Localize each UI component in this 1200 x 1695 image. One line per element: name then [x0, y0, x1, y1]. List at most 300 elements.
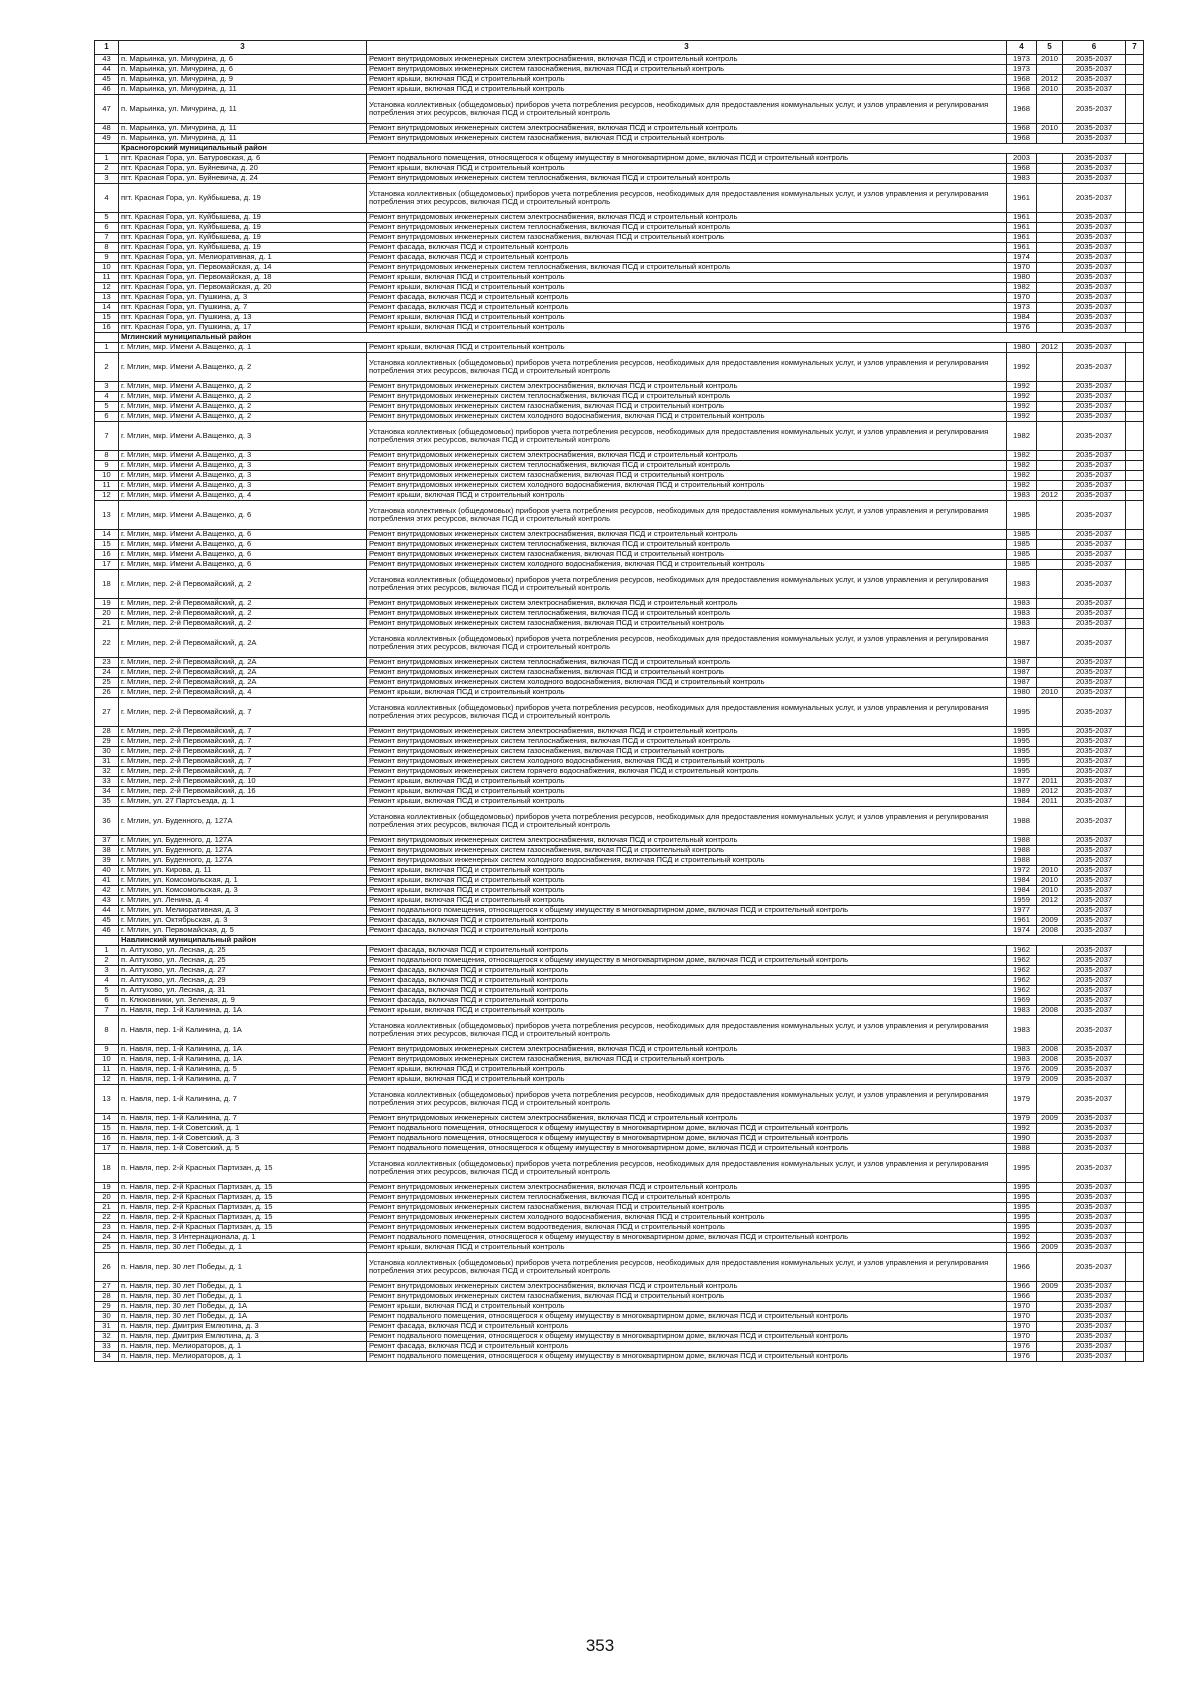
- row-number-cell: 33: [95, 777, 119, 787]
- last-repair-year-cell: [1037, 303, 1063, 313]
- work-type-cell: Ремонт внутридомовых инженерных систем электроснабжения, включая ПСД и строительный контроль: [367, 1183, 1007, 1193]
- last-repair-year-cell: 2012: [1037, 75, 1063, 85]
- planned-period-cell: 2035-2037: [1063, 184, 1126, 213]
- address-cell: г. Мглин, мкр. Имени А.Ващенко, д. 3: [119, 461, 367, 471]
- planned-period-cell: 2035-2037: [1063, 678, 1126, 688]
- extra-cell: [1126, 174, 1144, 184]
- extra-cell: [1126, 916, 1144, 926]
- table-row: [95, 846, 1144, 856]
- extra-cell: [1126, 412, 1144, 422]
- table-row: [95, 451, 1144, 461]
- extra-cell: [1126, 540, 1144, 550]
- last-repair-year-cell: 2010: [1037, 124, 1063, 134]
- row-number-cell: 26: [95, 688, 119, 698]
- row-number-cell: 12: [95, 491, 119, 501]
- build-year-cell: 1985: [1007, 501, 1037, 530]
- last-repair-year-cell: 2009: [1037, 916, 1063, 926]
- last-repair-year-cell: [1037, 313, 1063, 323]
- table-row: [95, 95, 1144, 124]
- build-year-cell: 1961: [1007, 184, 1037, 213]
- table-row: [95, 1193, 1144, 1203]
- row-number-cell: 5: [95, 402, 119, 412]
- table-row: [95, 461, 1144, 471]
- last-repair-year-cell: [1037, 1213, 1063, 1223]
- address-cell: г. Мглин, ул. 27 Партсъезда, д. 1: [119, 797, 367, 807]
- planned-period-cell: 2035-2037: [1063, 65, 1126, 75]
- table-row: [95, 263, 1144, 273]
- build-year-cell: 1968: [1007, 164, 1037, 174]
- address-cell: п. Марьинка, ул. Мичурина, д. 6: [119, 65, 367, 75]
- row-number-cell: 49: [95, 134, 119, 144]
- extra-cell: [1126, 134, 1144, 144]
- build-year-cell: 1969: [1007, 996, 1037, 1006]
- work-type-cell: Ремонт внутридомовых инженерных систем электроснабжения, включая ПСД и строительный контроль: [367, 727, 1007, 737]
- row-number-cell: 9: [95, 253, 119, 263]
- last-repair-year-cell: [1037, 807, 1063, 836]
- extra-cell: [1126, 1016, 1144, 1045]
- address-cell: п. Навля, пер. 1-й Советский, д. 1: [119, 1124, 367, 1134]
- address-cell: п. Навля, пер. 2-й Красных Партизан, д. 15: [119, 1203, 367, 1213]
- address-cell: пгт. Красная Гора, ул. Первомайская, д. 18: [119, 273, 367, 283]
- planned-period-cell: 2035-2037: [1063, 1183, 1126, 1193]
- build-year-cell: 1995: [1007, 1193, 1037, 1203]
- last-repair-year-cell: [1037, 293, 1063, 303]
- row-number-cell: 21: [95, 619, 119, 629]
- work-type-cell: Ремонт внутридомовых инженерных систем теплоснабжения, включая ПСД и строительный контроль: [367, 737, 1007, 747]
- address-cell: г. Мглин, ул. Первомайская, д. 5: [119, 926, 367, 936]
- table-row: [95, 688, 1144, 698]
- extra-cell: [1126, 422, 1144, 451]
- last-repair-year-cell: [1037, 1352, 1063, 1362]
- table-row: [95, 1114, 1144, 1124]
- build-year-cell: 1984: [1007, 313, 1037, 323]
- extra-cell: [1126, 95, 1144, 124]
- extra-cell: [1126, 747, 1144, 757]
- extra-cell: [1126, 1183, 1144, 1193]
- work-type-cell: Ремонт внутридомовых инженерных систем теплоснабжения, включая ПСД и строительный контроль: [367, 540, 1007, 550]
- row-number-cell: 34: [95, 1352, 119, 1362]
- address-cell: пгт. Красная Гора, ул. Пушкина, д. 3: [119, 293, 367, 303]
- table-row: [95, 323, 1144, 333]
- column-header-extra: 7: [1126, 41, 1144, 55]
- build-year-cell: 1988: [1007, 846, 1037, 856]
- last-repair-year-cell: 2010: [1037, 866, 1063, 876]
- last-repair-year-cell: [1037, 422, 1063, 451]
- extra-cell: [1126, 1332, 1144, 1342]
- planned-period-cell: 2035-2037: [1063, 658, 1126, 668]
- row-number-cell: 12: [95, 1075, 119, 1085]
- address-cell: г. Мглин, пер. 2-й Первомайский, д. 7: [119, 747, 367, 757]
- work-type-cell: Ремонт внутридомовых инженерных систем холодного водоснабжения, включая ПСД и строительный контроль: [367, 757, 1007, 767]
- work-type-cell: Ремонт внутридомовых инженерных систем электроснабжения, включая ПСД и строительный контроль: [367, 124, 1007, 134]
- extra-cell: [1126, 55, 1144, 65]
- build-year-cell: 1976: [1007, 1342, 1037, 1352]
- last-repair-year-cell: [1037, 253, 1063, 263]
- planned-period-cell: 2035-2037: [1063, 836, 1126, 846]
- table-row: [95, 570, 1144, 599]
- planned-period-cell: 2035-2037: [1063, 737, 1126, 747]
- row-number-cell: 2: [95, 956, 119, 966]
- address-cell: г. Мглин, мкр. Имени А.Ващенко, д. 2: [119, 353, 367, 382]
- row-number-cell: 38: [95, 846, 119, 856]
- extra-cell: [1126, 1213, 1144, 1223]
- planned-period-cell: 2035-2037: [1063, 727, 1126, 737]
- last-repair-year-cell: [1037, 767, 1063, 777]
- work-type-cell: Ремонт крыши, включая ПСД и строительный контроль: [367, 491, 1007, 501]
- extra-cell: [1126, 737, 1144, 747]
- work-type-cell: Ремонт подвального помещения, относящегося к общему имуществу в многоквартирном доме, включая ПСД и строительный контроль: [367, 1312, 1007, 1322]
- last-repair-year-cell: [1037, 846, 1063, 856]
- work-type-cell: Ремонт внутридомовых инженерных систем газоснабжения, включая ПСД и строительный контроль: [367, 1292, 1007, 1302]
- table-row: [95, 1085, 1144, 1114]
- row-number-cell: 11: [95, 481, 119, 491]
- extra-cell: [1126, 1085, 1144, 1114]
- build-year-cell: 1992: [1007, 1233, 1037, 1243]
- row-number-cell: 18: [95, 1154, 119, 1183]
- row-number-cell: 28: [95, 727, 119, 737]
- work-type-cell: Ремонт внутридомовых инженерных систем газоснабжения, включая ПСД и строительный контроль: [367, 471, 1007, 481]
- row-number-cell: 5: [95, 986, 119, 996]
- work-type-cell: Ремонт крыши, включая ПСД и строительный контроль: [367, 886, 1007, 896]
- row-number-cell: 11: [95, 1065, 119, 1075]
- work-type-cell: Ремонт внутридомовых инженерных систем водоотведения, включая ПСД и строительный контроль: [367, 1223, 1007, 1233]
- planned-period-cell: 2035-2037: [1063, 293, 1126, 303]
- planned-period-cell: 2035-2037: [1063, 926, 1126, 936]
- table-row: [95, 609, 1144, 619]
- build-year-cell: 1995: [1007, 1223, 1037, 1233]
- planned-period-cell: 2035-2037: [1063, 757, 1126, 767]
- address-cell: г. Мглин, мкр. Имени А.Ващенко, д. 2: [119, 392, 367, 402]
- last-repair-year-cell: 2010: [1037, 85, 1063, 95]
- extra-cell: [1126, 353, 1144, 382]
- extra-cell: [1126, 757, 1144, 767]
- address-cell: п. Навля, пер. 30 лет Победы, д. 1: [119, 1243, 367, 1253]
- last-repair-year-cell: [1037, 164, 1063, 174]
- extra-cell: [1126, 688, 1144, 698]
- last-repair-year-cell: [1037, 1302, 1063, 1312]
- extra-cell: [1126, 599, 1144, 609]
- address-cell: г. Мглин, мкр. Имени А.Ващенко, д. 2: [119, 382, 367, 392]
- extra-cell: [1126, 856, 1144, 866]
- last-repair-year-cell: [1037, 570, 1063, 599]
- table-row: [95, 343, 1144, 353]
- work-type-cell: Ремонт крыши, включая ПСД и строительный контроль: [367, 313, 1007, 323]
- address-cell: п. Марьинка, ул. Мичурина, д. 11: [119, 124, 367, 134]
- last-repair-year-cell: [1037, 154, 1063, 164]
- extra-cell: [1126, 154, 1144, 164]
- work-type-cell: Установка коллективных (общедомовых) приборов учета потребления ресурсов, необходимых для предоставления коммунальных услуг, и узлов управления и регулирования потребления этих ресурсов, включая ПСД и строительный контроль: [367, 698, 1007, 727]
- extra-cell: [1126, 343, 1144, 353]
- table-row: [95, 530, 1144, 540]
- extra-cell: [1126, 727, 1144, 737]
- column-header-planned-period: 6: [1063, 41, 1126, 55]
- address-cell: п. Навля, пер. 1-й Калинина, д. 1А: [119, 1006, 367, 1016]
- row-number-cell: 47: [95, 95, 119, 124]
- work-type-cell: Ремонт внутридомовых инженерных систем электроснабжения, включая ПСД и строительный контроль: [367, 1045, 1007, 1055]
- last-repair-year-cell: [1037, 560, 1063, 570]
- address-cell: г. Мглин, пер. 2-й Первомайский, д. 10: [119, 777, 367, 787]
- row-number-cell: 31: [95, 1322, 119, 1332]
- table-row: [95, 402, 1144, 412]
- table-row: [95, 353, 1144, 382]
- table-row: [95, 807, 1144, 836]
- extra-cell: [1126, 253, 1144, 263]
- extra-cell: [1126, 619, 1144, 629]
- table-row: [95, 976, 1144, 986]
- build-year-cell: 1972: [1007, 866, 1037, 876]
- work-type-cell: Установка коллективных (общедомовых) приборов учета потребления ресурсов, необходимых для предоставления коммунальных услуг, и узлов управления и регулирования потребления этих ресурсов, включая ПСД и строительный контроль: [367, 184, 1007, 213]
- extra-cell: [1126, 1006, 1144, 1016]
- work-type-cell: Ремонт фасада, включая ПСД и строительный контроль: [367, 986, 1007, 996]
- row-number-cell: 23: [95, 1223, 119, 1233]
- extra-cell: [1126, 996, 1144, 1006]
- build-year-cell: 1995: [1007, 757, 1037, 767]
- address-cell: п. Навля, пер. 2-й Красных Партизан, д. 15: [119, 1223, 367, 1233]
- build-year-cell: 1990: [1007, 1134, 1037, 1144]
- address-cell: г. Мглин, пер. 2-й Первомайский, д. 2А: [119, 678, 367, 688]
- last-repair-year-cell: 2009: [1037, 1243, 1063, 1253]
- table-row: [95, 1045, 1144, 1055]
- work-type-cell: Ремонт подвального помещения, относящегося к общему имуществу в многоквартирном доме, включая ПСД и строительный контроль: [367, 154, 1007, 164]
- extra-cell: [1126, 787, 1144, 797]
- address-cell: г. Мглин, мкр. Имени А.Ващенко, д. 3: [119, 451, 367, 461]
- work-type-cell: Ремонт внутридомовых инженерных систем теплоснабжения, включая ПСД и строительный контроль: [367, 1193, 1007, 1203]
- build-year-cell: 1983: [1007, 1006, 1037, 1016]
- last-repair-year-cell: [1037, 856, 1063, 866]
- row-number-cell: 3: [95, 966, 119, 976]
- extra-cell: [1126, 629, 1144, 658]
- address-cell: п. Навля, пер. 30 лет Победы, д. 1А: [119, 1302, 367, 1312]
- table-row: [95, 233, 1144, 243]
- address-cell: пгт. Красная Гора, ул. Куйбышева, д. 19: [119, 243, 367, 253]
- row-number-cell: 15: [95, 313, 119, 323]
- extra-cell: [1126, 866, 1144, 876]
- work-type-cell: Ремонт внутридомовых инженерных систем газоснабжения, включая ПСД и строительный контроль: [367, 134, 1007, 144]
- work-type-cell: Ремонт внутридомовых инженерных систем холодного водоснабжения, включая ПСД и строительный контроль: [367, 856, 1007, 866]
- table-row: [95, 1144, 1144, 1154]
- address-cell: г. Мглин, пер. 2-й Первомайский, д. 2: [119, 619, 367, 629]
- work-type-cell: Ремонт внутридомовых инженерных систем холодного водоснабжения, включая ПСД и строительный контроль: [367, 481, 1007, 491]
- table-row: [95, 668, 1144, 678]
- planned-period-cell: 2035-2037: [1063, 530, 1126, 540]
- work-type-cell: Установка коллективных (общедомовых) приборов учета потребления ресурсов, необходимых для предоставления коммунальных услуг, и узлов управления и регулирования потребления этих ресурсов, включая ПСД и строительный контроль: [367, 95, 1007, 124]
- work-type-cell: Ремонт внутридомовых инженерных систем холодного водоснабжения, включая ПСД и строительный контроль: [367, 678, 1007, 688]
- build-year-cell: 1985: [1007, 540, 1037, 550]
- row-number-cell: 1: [95, 154, 119, 164]
- address-cell: п. Марьинка, ул. Мичурина, д. 11: [119, 95, 367, 124]
- table-row: [95, 747, 1144, 757]
- extra-cell: [1126, 501, 1144, 530]
- extra-cell: [1126, 886, 1144, 896]
- build-year-cell: 1983: [1007, 599, 1037, 609]
- work-type-cell: Ремонт крыши, включая ПСД и строительный контроль: [367, 1243, 1007, 1253]
- planned-period-cell: 2035-2037: [1063, 986, 1126, 996]
- address-cell: г. Мглин, пер. 2-й Первомайский, д. 7: [119, 757, 367, 767]
- address-cell: г. Мглин, пер. 2-й Первомайский, д. 7: [119, 698, 367, 727]
- row-number-cell: 7: [95, 422, 119, 451]
- work-type-cell: Ремонт подвального помещения, относящегося к общему имуществу в многоквартирном доме, включая ПСД и строительный контроль: [367, 1233, 1007, 1243]
- table-row: [95, 866, 1144, 876]
- address-cell: п. Навля, пер. 1-й Калинина, д. 1А: [119, 1045, 367, 1055]
- row-number-cell: 22: [95, 629, 119, 658]
- last-repair-year-cell: [1037, 1233, 1063, 1243]
- extra-cell: [1126, 1253, 1144, 1282]
- address-cell: г. Мглин, ул. Октябрьская, д. 3: [119, 916, 367, 926]
- table-row: [95, 767, 1144, 777]
- build-year-cell: 1980: [1007, 273, 1037, 283]
- address-cell: пгт. Красная Гора, ул. Куйбышева, д. 19: [119, 223, 367, 233]
- table-row: [95, 1312, 1144, 1322]
- row-number-cell: 13: [95, 293, 119, 303]
- district-row: [95, 333, 1144, 343]
- row-number-cell: 13: [95, 1085, 119, 1114]
- table-row: [95, 283, 1144, 293]
- work-type-cell: Установка коллективных (общедомовых) приборов учета потребления ресурсов, необходимых для предоставления коммунальных услуг, и узлов управления и регулирования потребления этих ресурсов, включая ПСД и строительный контроль: [367, 570, 1007, 599]
- extra-cell: [1126, 1203, 1144, 1213]
- build-year-cell: 1970: [1007, 1332, 1037, 1342]
- last-repair-year-cell: [1037, 1134, 1063, 1144]
- planned-period-cell: 2035-2037: [1063, 95, 1126, 124]
- extra-cell: [1126, 1282, 1144, 1292]
- table-body: [95, 41, 1144, 1362]
- extra-cell: [1126, 451, 1144, 461]
- extra-cell: [1126, 85, 1144, 95]
- planned-period-cell: 2035-2037: [1063, 85, 1126, 95]
- work-type-cell: Ремонт внутридомовых инженерных систем электроснабжения, включая ПСД и строительный контроль: [367, 451, 1007, 461]
- work-type-cell: Ремонт подвального помещения, относящегося к общему имуществу в многоквартирном доме, включая ПСД и строительный контроль: [367, 1124, 1007, 1134]
- planned-period-cell: 2035-2037: [1063, 422, 1126, 451]
- planned-period-cell: 2035-2037: [1063, 402, 1126, 412]
- planned-period-cell: 2035-2037: [1063, 471, 1126, 481]
- last-repair-year-cell: [1037, 65, 1063, 75]
- address-cell: п. Алтухово, ул. Лесная, д. 27: [119, 966, 367, 976]
- build-year-cell: 1980: [1007, 688, 1037, 698]
- extra-cell: [1126, 1055, 1144, 1065]
- extra-cell: [1126, 777, 1144, 787]
- column-header-address: 3: [119, 41, 367, 55]
- planned-period-cell: 2035-2037: [1063, 124, 1126, 134]
- work-type-cell: Ремонт крыши, включая ПСД и строительный контроль: [367, 323, 1007, 333]
- last-repair-year-cell: [1037, 243, 1063, 253]
- table-row: [95, 1302, 1144, 1312]
- build-year-cell: 1995: [1007, 737, 1037, 747]
- planned-period-cell: 2035-2037: [1063, 75, 1126, 85]
- row-number-cell: 28: [95, 1292, 119, 1302]
- planned-period-cell: 2035-2037: [1063, 570, 1126, 599]
- table-row: [95, 1282, 1144, 1292]
- planned-period-cell: 2035-2037: [1063, 747, 1126, 757]
- address-cell: п. Навля, пер. 30 лет Победы, д. 1А: [119, 1312, 367, 1322]
- district-name: Навлинский муниципальный район: [119, 936, 1144, 946]
- row-number-cell: 20: [95, 1193, 119, 1203]
- last-repair-year-cell: 2011: [1037, 797, 1063, 807]
- planned-period-cell: 2035-2037: [1063, 1075, 1126, 1085]
- work-type-cell: Ремонт крыши, включая ПСД и строительный контроль: [367, 273, 1007, 283]
- address-cell: п. Марьинка, ул. Мичурина, д. 6: [119, 55, 367, 65]
- column-header-work-type: 3: [367, 41, 1007, 55]
- last-repair-year-cell: [1037, 402, 1063, 412]
- table-row: [95, 896, 1144, 906]
- work-type-cell: Установка коллективных (общедомовых) приборов учета потребления ресурсов, необходимых для предоставления коммунальных услуг, и узлов управления и регулирования потребления этих ресурсов, включая ПСД и строительный контроль: [367, 1016, 1007, 1045]
- last-repair-year-cell: [1037, 678, 1063, 688]
- planned-period-cell: 2035-2037: [1063, 491, 1126, 501]
- last-repair-year-cell: [1037, 1332, 1063, 1342]
- planned-period-cell: 2035-2037: [1063, 353, 1126, 382]
- planned-period-cell: 2035-2037: [1063, 1233, 1126, 1243]
- planned-period-cell: 2035-2037: [1063, 1213, 1126, 1223]
- row-number-cell: 9: [95, 461, 119, 471]
- planned-period-cell: 2035-2037: [1063, 253, 1126, 263]
- address-cell: пгт. Красная Гора, ул. Первомайская, д. 20: [119, 283, 367, 293]
- build-year-cell: 1970: [1007, 263, 1037, 273]
- planned-period-cell: 2035-2037: [1063, 896, 1126, 906]
- planned-period-cell: 2035-2037: [1063, 866, 1126, 876]
- table-row: [95, 678, 1144, 688]
- table-row: [95, 916, 1144, 926]
- work-type-cell: Ремонт фасада, включая ПСД и строительный контроль: [367, 996, 1007, 1006]
- row-number-cell: 10: [95, 1055, 119, 1065]
- build-year-cell: 1988: [1007, 856, 1037, 866]
- last-repair-year-cell: [1037, 599, 1063, 609]
- table-row: [95, 966, 1144, 976]
- address-cell: п. Навля, пер. 1-й Калинина, д. 7: [119, 1114, 367, 1124]
- table-row: [95, 1075, 1144, 1085]
- planned-period-cell: 2035-2037: [1063, 1065, 1126, 1075]
- build-year-cell: 1982: [1007, 451, 1037, 461]
- build-year-cell: 1992: [1007, 402, 1037, 412]
- build-year-cell: 1987: [1007, 629, 1037, 658]
- last-repair-year-cell: 2010: [1037, 688, 1063, 698]
- work-type-cell: Ремонт крыши, включая ПСД и строительный контроль: [367, 75, 1007, 85]
- planned-period-cell: 2035-2037: [1063, 1006, 1126, 1016]
- table-row: [95, 926, 1144, 936]
- build-year-cell: 1983: [1007, 1055, 1037, 1065]
- address-cell: п. Алтухово, ул. Лесная, д. 25: [119, 956, 367, 966]
- extra-cell: [1126, 75, 1144, 85]
- work-type-cell: Установка коллективных (общедомовых) приборов учета потребления ресурсов, необходимых для предоставления коммунальных услуг, и узлов управления и регулирования потребления этих ресурсов, включая ПСД и строительный контроль: [367, 1253, 1007, 1282]
- planned-period-cell: 2035-2037: [1063, 846, 1126, 856]
- row-number-cell: 29: [95, 1302, 119, 1312]
- build-year-cell: 1980: [1007, 343, 1037, 353]
- build-year-cell: 2003: [1007, 154, 1037, 164]
- extra-cell: [1126, 668, 1144, 678]
- planned-period-cell: 2035-2037: [1063, 876, 1126, 886]
- table-row: [95, 65, 1144, 75]
- work-type-cell: Ремонт внутридомовых инженерных систем теплоснабжения, включая ПСД и строительный контроль: [367, 174, 1007, 184]
- work-type-cell: Ремонт подвального помещения, относящегося к общему имуществу в многоквартирном доме, включая ПСД и строительный контроль: [367, 956, 1007, 966]
- work-type-cell: Ремонт подвального помещения, относящегося к общему имуществу в многоквартирном доме, включая ПСД и строительный контроль: [367, 1352, 1007, 1362]
- address-cell: г. Мглин, пер. 2-й Первомайский, д. 4: [119, 688, 367, 698]
- last-repair-year-cell: 2009: [1037, 1065, 1063, 1075]
- last-repair-year-cell: [1037, 1203, 1063, 1213]
- work-type-cell: Ремонт внутридомовых инженерных систем горячего водоснабжения, включая ПСД и строительный контроль: [367, 767, 1007, 777]
- planned-period-cell: 2035-2037: [1063, 797, 1126, 807]
- address-cell: г. Мглин, ул. Буденного, д. 127А: [119, 846, 367, 856]
- repair-program-table: [94, 40, 1144, 1362]
- row-number-cell: 17: [95, 1144, 119, 1154]
- extra-cell: [1126, 263, 1144, 273]
- address-cell: пгт. Красная Гора, ул. Куйбышева, д. 19: [119, 233, 367, 243]
- work-type-cell: Ремонт крыши, включая ПСД и строительный контроль: [367, 1302, 1007, 1312]
- extra-cell: [1126, 313, 1144, 323]
- planned-period-cell: 2035-2037: [1063, 273, 1126, 283]
- table-row: [95, 1203, 1144, 1213]
- table-row: [95, 946, 1144, 956]
- planned-period-cell: 2035-2037: [1063, 1312, 1126, 1322]
- build-year-cell: 1976: [1007, 1065, 1037, 1075]
- build-year-cell: 1968: [1007, 85, 1037, 95]
- address-cell: п. Навля, пер. 2-й Красных Партизан, д. 15: [119, 1154, 367, 1183]
